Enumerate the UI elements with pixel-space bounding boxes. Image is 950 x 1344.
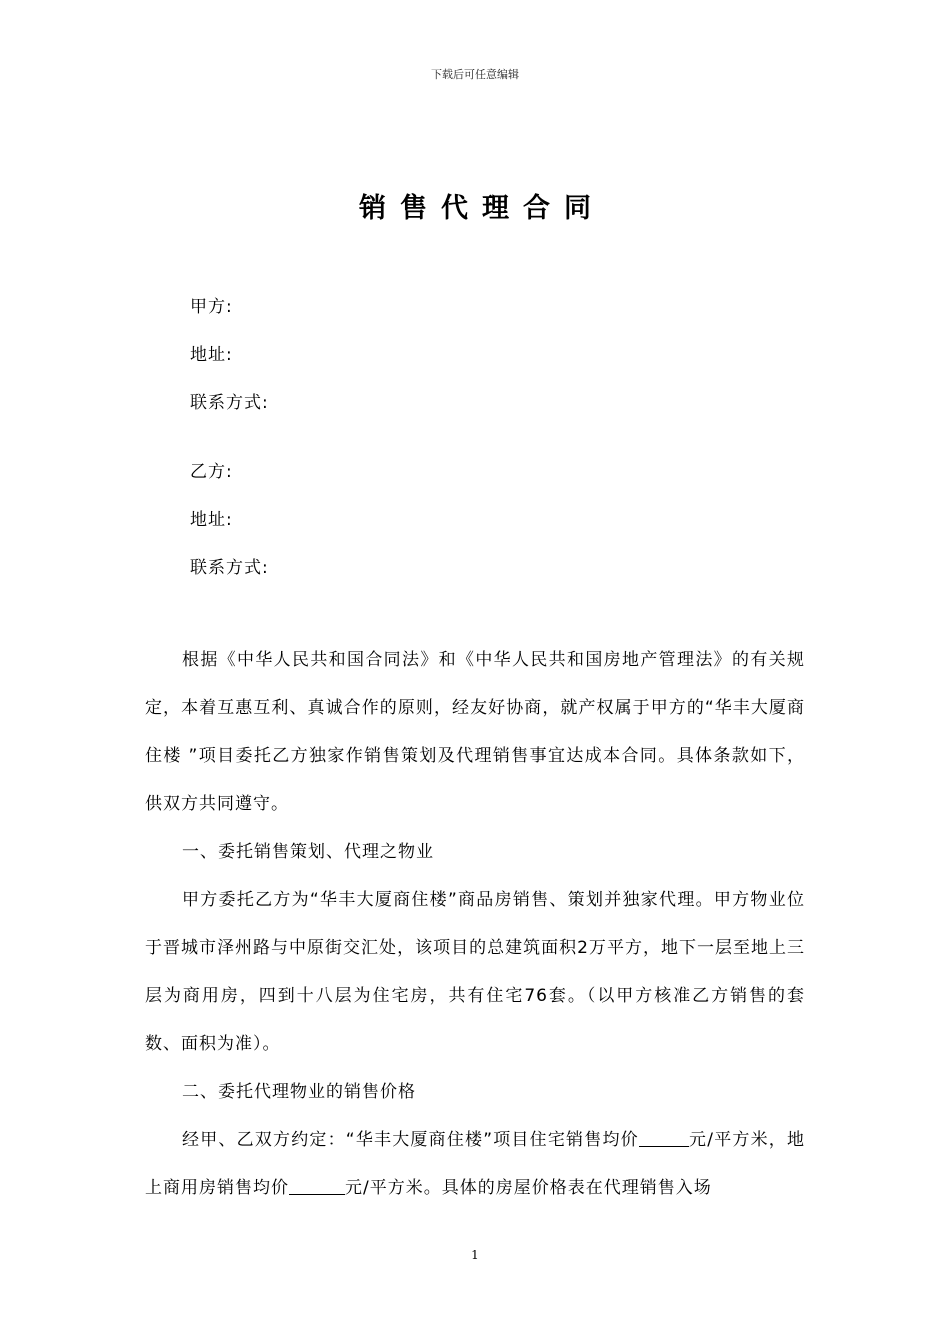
section2-paragraph: [145, 1116, 805, 1212]
page-header: 下载后可任意编辑: [431, 68, 519, 81]
section2-text-1: 经甲、乙双方约定：“华丰大厦商住楼”项目住宅销售均价: [182, 1130, 639, 1150]
contract-title: 销售代理合同: [359, 193, 605, 224]
section1-heading: 一、委托销售策划、代理之物业: [182, 842, 434, 862]
party-a-address-label: 地址:: [190, 345, 233, 365]
intro-paragraph: 根据《中华人民共和国合同法》和《中华人民共和国房地产管理法》的有关规定，本着互惠互利、真诚合作的原则，经友好协商，就产权属于甲方的“华丰大厦商住楼 ”项目委托乙方独家作销售策划及代理销售事宜达成本合同。具体条款如下，供双方共同遵守。: [145, 650, 805, 814]
section2-heading: 二、委托代理物业的销售价格: [182, 1082, 416, 1102]
section2-text-3: 元/平方米。具体的房屋价格表在代理销售入场: [345, 1178, 712, 1198]
party-a-name-label: 甲方:: [190, 297, 233, 317]
party-b-name-label: 乙方:: [190, 462, 233, 482]
section1-paragraph: 甲方委托乙方为“华丰大厦商住楼”商品房销售、策划并独家代理。甲方物业位于晋城市泽州路与中原街交汇处，该项目的总建筑面积2万平方，地下一层至地上三层为商用房，四到十八层为住宅房，共有住宅76套。（以甲方核准乙方销售的套数、面积为准）。: [145, 890, 805, 1054]
party-a-contact-label: 联系方式:: [190, 393, 269, 413]
price-blank-commercial[interactable]: [289, 1176, 345, 1195]
party-b-contact-label: 联系方式:: [190, 558, 269, 578]
party-b-address-label: 地址:: [190, 510, 233, 530]
page-number: 1: [471, 1248, 479, 1262]
price-blank-residential[interactable]: [639, 1128, 689, 1147]
section2-text-2: 元/平方米，地上商用房销售均价: [145, 1130, 805, 1198]
